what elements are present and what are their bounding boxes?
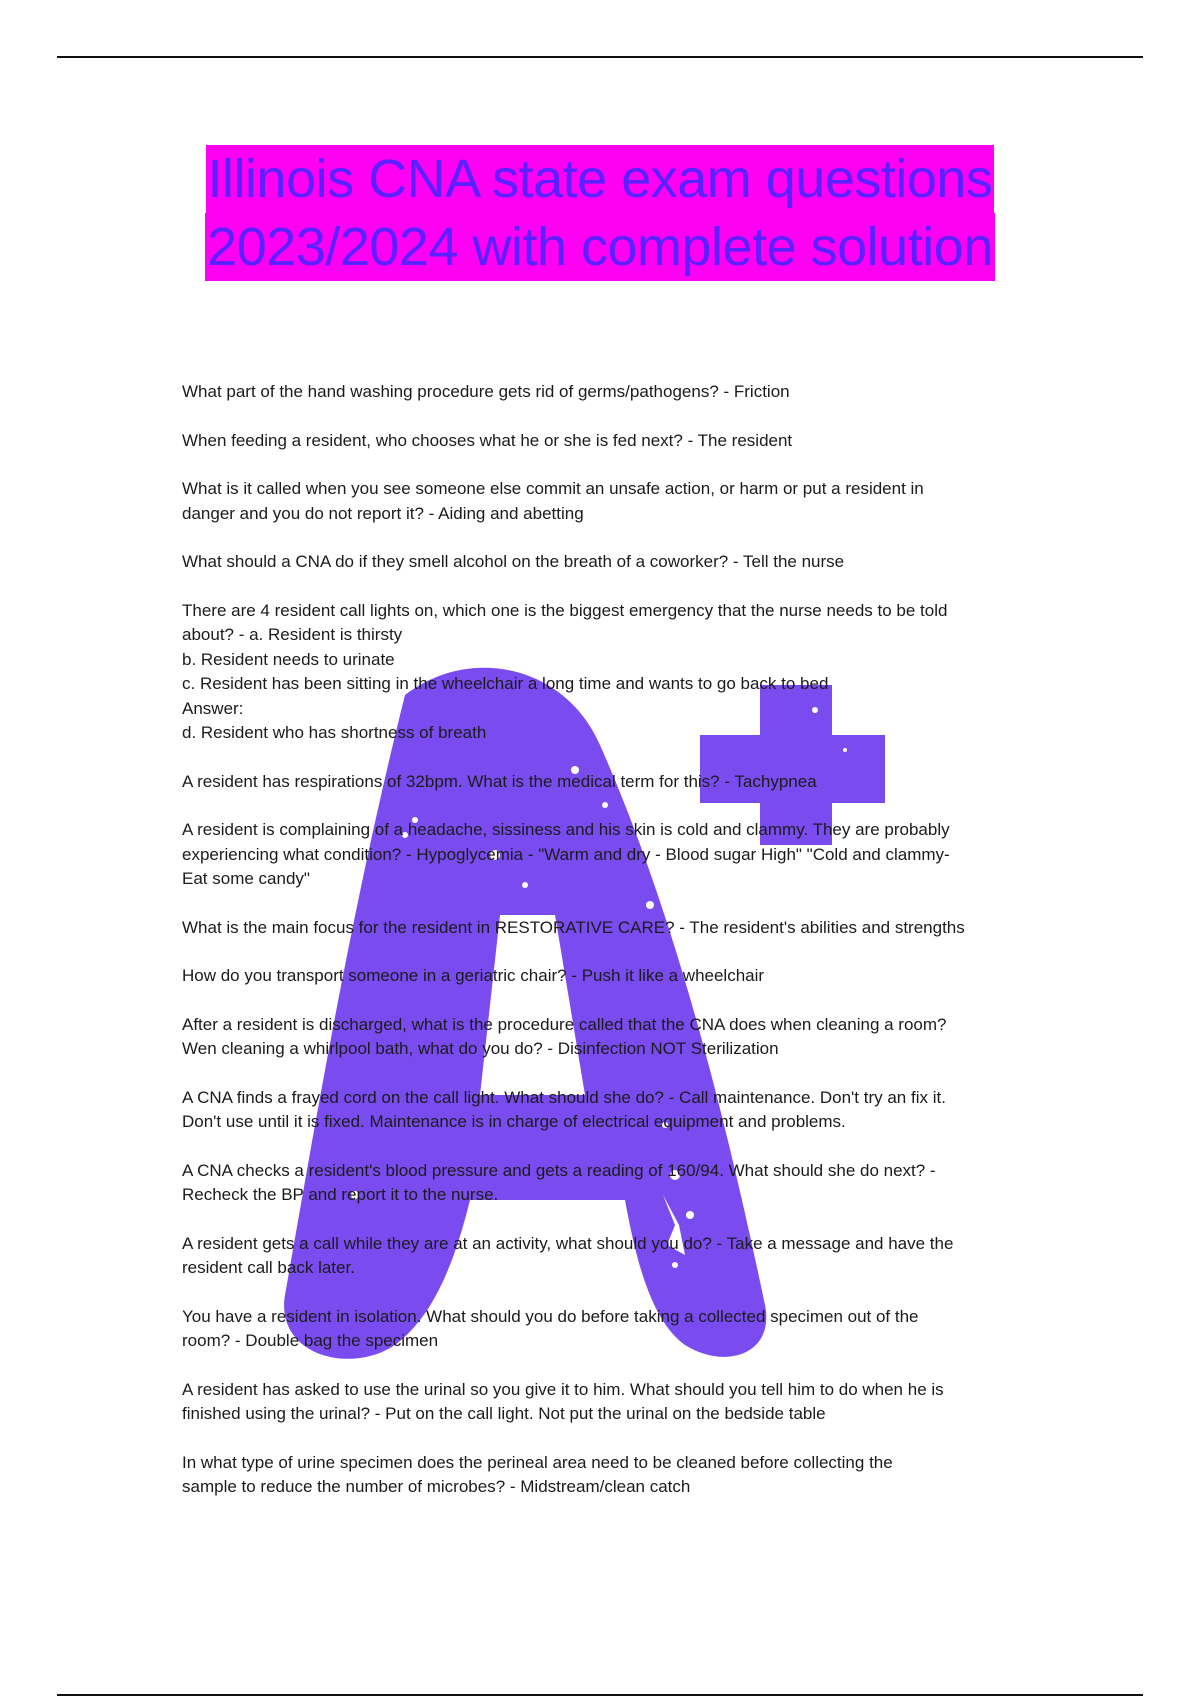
qa-item xyxy=(182,429,1022,454)
qa-line: about? - a. Resident is thirsty xyxy=(182,625,403,644)
qa-item xyxy=(182,550,1022,575)
bottom-divider xyxy=(57,1694,1143,1696)
qa-line: What should a CNA do if they smell alcohol on the breath of a coworker? - Tell the nurse xyxy=(182,552,845,571)
qa-line: A resident has respirations of 32bpm. What is the medical term for this? - Tachypnea xyxy=(182,771,817,791)
qa-line: d. Resident who has shortness of breath xyxy=(182,723,487,742)
qa-line: When feeding a resident, who chooses what he or she is fed next? - The resident xyxy=(182,430,793,450)
top-divider xyxy=(57,56,1143,58)
qa-item xyxy=(182,916,1022,941)
qa-list xyxy=(182,380,1022,1524)
qa-line: A resident is complaining of a headache, sissiness and his skin is cold and clammy. They are probably xyxy=(182,820,950,839)
qa-line: After a resident is discharged, what is the procedure called that the CNA does when cleaning a room? xyxy=(182,1014,947,1034)
qa-line: experiencing what condition? - Hypoglycemia - "Warm and dry - Blood sugar High" "Cold and clammy- xyxy=(182,844,950,864)
qa-item xyxy=(182,1378,1022,1427)
qa-line: A resident has asked to use the urinal so you give it to him. What should you tell him to do when he is xyxy=(182,1379,944,1399)
qa-item xyxy=(182,964,1022,989)
qa-line: b. Resident needs to urinate xyxy=(182,649,395,669)
qa-line: There are 4 resident call lights on, which one is the biggest emergency that the nurse needs to be told xyxy=(182,600,948,620)
title-line-2: 2023/2024 with complete solution xyxy=(205,213,995,281)
document-title xyxy=(0,145,1200,281)
qa-line: sample to reduce the number of microbes? - Midstream/clean catch xyxy=(182,1477,691,1496)
qa-line: What is it called when you see someone else commit an unsafe action, or harm or put a resident in xyxy=(182,479,924,498)
qa-line: Don't use until it is fixed. Maintenance is in charge of electrical equipment and problems. xyxy=(182,1112,846,1131)
qa-item xyxy=(182,1232,1022,1281)
qa-item xyxy=(182,770,1022,795)
qa-line: Eat some candy" xyxy=(182,869,310,888)
qa-line: A CNA checks a resident's blood pressure and gets a reading of 160/94. What should she do next? - xyxy=(182,1160,936,1180)
qa-line: What is the main focus for the resident in RESTORATIVE CARE? - The resident's abilities and strengths xyxy=(182,917,965,937)
qa-line: You have a resident in isolation. What should you do before taking a collected specimen out of the xyxy=(182,1306,919,1326)
qa-item xyxy=(182,477,1022,526)
qa-line: resident call back later. xyxy=(182,1258,355,1277)
qa-line: Wen cleaning a whirlpool bath, what do you do? - Disinfection NOT Sterilization xyxy=(182,1039,779,1058)
qa-item xyxy=(182,380,1022,405)
qa-item xyxy=(182,1159,1022,1208)
qa-line: In what type of urine specimen does the perineal area need to be cleaned before collecting the xyxy=(182,1452,893,1472)
qa-item xyxy=(182,1086,1022,1135)
qa-line: A CNA finds a frayed cord on the call light. What should she do? - Call maintenance. Don't try an fix it. xyxy=(182,1087,946,1107)
qa-line: Recheck the BP and report it to the nurse. xyxy=(182,1185,499,1204)
qa-line: Answer: xyxy=(182,698,244,718)
qa-line: finished using the urinal? - Put on the call light. Not put the urinal on the bedside table xyxy=(182,1404,826,1423)
title-line-1: Illinois CNA state exam questions xyxy=(206,145,995,213)
qa-line: A resident gets a call while they are at an activity, what should you do? - Take a message and have the xyxy=(182,1233,954,1253)
qa-line: What part of the hand washing procedure gets rid of germs/pathogens? - Friction xyxy=(182,382,790,401)
qa-item xyxy=(182,599,1022,746)
qa-line: How do you transport someone in a geriatric chair? - Push it like a wheelchair xyxy=(182,966,765,985)
qa-item xyxy=(182,818,1022,892)
qa-item xyxy=(182,1013,1022,1062)
qa-item xyxy=(182,1305,1022,1354)
qa-line: danger and you do not report it? - Aiding and abetting xyxy=(182,503,584,523)
qa-line: c. Resident has been sitting in the wheelchair a long time and wants to go back to bed xyxy=(182,674,829,693)
qa-item xyxy=(182,1451,1022,1500)
qa-line: room? - Double bag the specimen xyxy=(182,1331,439,1350)
